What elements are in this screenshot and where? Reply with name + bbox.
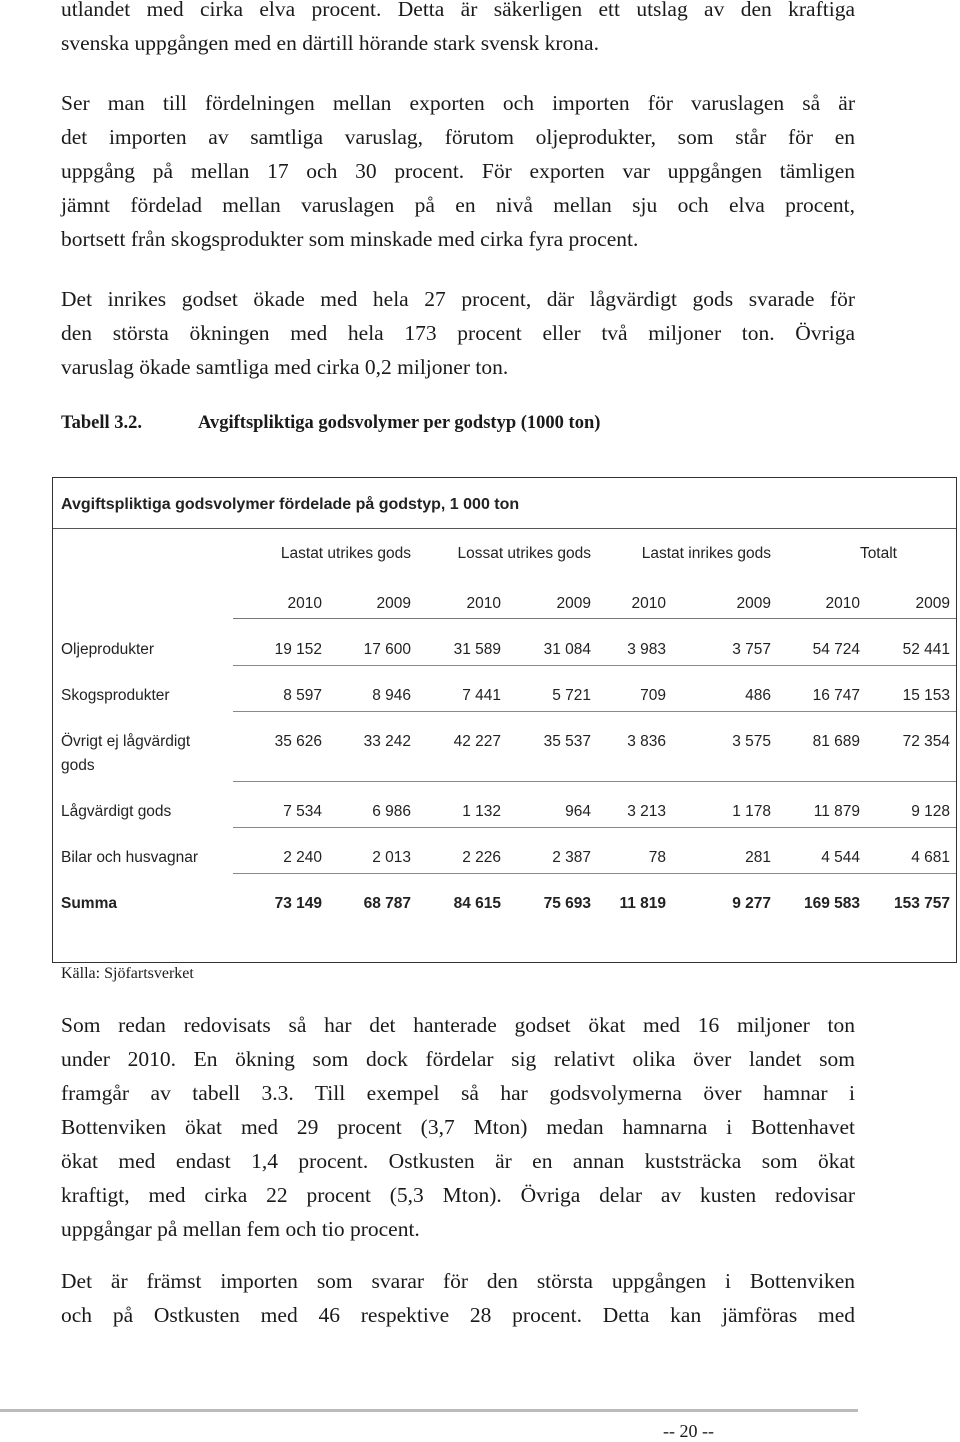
cell: 73 149 xyxy=(274,895,322,912)
cell: 84 615 xyxy=(453,895,501,912)
cell: 169 583 xyxy=(803,895,860,912)
cell: 5 721 xyxy=(552,687,591,704)
cell: 281 xyxy=(745,849,771,866)
cell: 1 178 xyxy=(732,803,771,820)
cell: 75 693 xyxy=(543,895,591,912)
cell: 153 757 xyxy=(893,895,950,912)
row-divider xyxy=(233,827,956,828)
table-caption xyxy=(61,410,600,436)
row-label: Summa xyxy=(61,895,117,912)
text-line: kraftigt, med cirka 22 procent (5,3 Mton). Övriga delar av kusten redovisar xyxy=(61,1183,855,1207)
cell: 8 946 xyxy=(372,687,411,704)
group-header: Lastat inrikes gods xyxy=(641,545,771,562)
cell: 11 879 xyxy=(813,803,860,820)
cell: 964 xyxy=(565,803,591,820)
row-divider xyxy=(233,665,956,666)
text-line: Som redan redovisats så har det hanterade godset ökat med 16 miljoner ton xyxy=(61,1013,855,1037)
year-header: 2009 xyxy=(915,595,950,612)
cell: 72 354 xyxy=(902,733,950,750)
text-line: Ser man till fördelningen mellan exporten och importen för varuslagen så är xyxy=(61,91,855,115)
cell: 31 589 xyxy=(453,641,501,658)
cell: 31 084 xyxy=(543,641,591,658)
paragraph-1 xyxy=(61,0,855,60)
text-line: varuslag ökade samtliga med cirka 0,2 miljoner ton. xyxy=(61,355,509,379)
group-header: Lastat utrikes gods xyxy=(280,545,411,562)
year-header: 2010 xyxy=(466,595,501,612)
cell: 11 819 xyxy=(619,895,666,912)
cell: 7 441 xyxy=(462,687,501,704)
row-divider xyxy=(233,781,956,782)
year-header: 2009 xyxy=(376,595,411,612)
cell: 68 787 xyxy=(363,895,411,912)
cell: 3 213 xyxy=(627,803,666,820)
text-line: den största ökningen med hela 173 procent eller två miljoner ton. Övriga xyxy=(61,321,855,345)
cell: 35 626 xyxy=(274,733,322,750)
data-table xyxy=(52,477,957,963)
text-line: utlandet med cirka elva procent. Detta är säkerligen ett utslag av den kraftiga xyxy=(61,0,855,21)
row-label: Lågvärdigt gods xyxy=(61,803,172,820)
cell: 3 575 xyxy=(732,733,771,750)
cell: 81 689 xyxy=(812,733,860,750)
text-line: under 2010. En ökning som dock fördelar sig relativt olika över landet som xyxy=(61,1047,855,1071)
cell: 9 128 xyxy=(911,803,950,820)
cell: 42 227 xyxy=(453,733,501,750)
year-header: 2009 xyxy=(556,595,591,612)
cell: 2 240 xyxy=(283,849,322,866)
cell: 3 836 xyxy=(627,733,666,750)
cell: 3 757 xyxy=(732,641,771,658)
row-label: Oljeprodukter xyxy=(61,641,155,658)
row-label: Övrigt ej lågvärdigt gods xyxy=(61,733,191,774)
cell: 486 xyxy=(745,687,771,704)
cell: 9 277 xyxy=(732,895,771,912)
group-header: Lossat utrikes gods xyxy=(457,545,591,562)
text-line: jämnt fördelad mellan varuslagen på en nivå mellan sju och elva procent, xyxy=(61,193,855,217)
text-line: Det inrikes godset ökade med hela 27 procent, där lågvärdigt gods svarade för xyxy=(61,287,855,311)
cell: 78 xyxy=(648,849,666,866)
text-line: bortsett från skogsprodukter som minskade med cirka fyra procent. xyxy=(61,227,639,251)
year-header-divider xyxy=(233,618,956,619)
cell: 2 226 xyxy=(462,849,501,866)
text-line: uppgångar på mellan fem och tio procent. xyxy=(61,1217,420,1241)
text-line: Bottenviken ökat med 29 procent (3,7 Mton) medan hamnarna i Bottenhavet xyxy=(61,1115,855,1139)
cell: 1 132 xyxy=(462,803,501,820)
group-header: Totalt xyxy=(859,545,897,562)
row-divider xyxy=(233,873,956,874)
page-number: -- 20 -- xyxy=(663,1421,714,1441)
table-caption-text: Avgiftspliktiga godsvolymer per godstyp (1000 ton) xyxy=(198,413,601,433)
row-label: Skogsprodukter xyxy=(61,687,170,704)
cell: 35 537 xyxy=(543,733,591,750)
cell: 54 724 xyxy=(812,641,860,658)
cell: 8 597 xyxy=(283,687,322,704)
table-title: Avgiftspliktiga godsvolymer fördelade på godstyp, 1 000 ton xyxy=(61,496,520,513)
cell: 2 013 xyxy=(372,849,411,866)
text-line: och på Ostkusten med 46 respektive 28 procent. Detta kan jämföras med xyxy=(61,1303,855,1327)
text-line: svenska uppgången med en därtill hörande stark svensk krona. xyxy=(61,31,599,55)
cell: 4 544 xyxy=(821,849,860,866)
row-label: Bilar och husvagnar xyxy=(61,849,198,866)
text-line: ökat med endast 1,4 procent. Ostkusten är en annan kuststräcka som ökat xyxy=(61,1149,855,1173)
cell: 7 534 xyxy=(283,803,322,820)
paragraph-4 xyxy=(61,1008,855,1246)
cell: 2 387 xyxy=(552,849,591,866)
cell: 52 441 xyxy=(902,641,950,658)
text-line: uppgång på mellan 17 och 30 procent. För exporten var uppgången tämligen xyxy=(61,159,855,183)
table-header-divider xyxy=(53,528,956,529)
cell: 16 747 xyxy=(812,687,860,704)
paragraph-2 xyxy=(61,86,855,256)
cell: 17 600 xyxy=(363,641,411,658)
table-caption-number: Tabell 3.2. xyxy=(61,413,143,433)
year-header: 2010 xyxy=(631,595,666,612)
text-line: framgår av tabell 3.3. Till exempel så har godsvolymerna över hamnar i xyxy=(61,1081,855,1105)
cell: 3 983 xyxy=(627,641,666,658)
cell: 33 242 xyxy=(363,733,411,750)
text-line: Det är främst importen som svarar för den största uppgången i Bottenviken xyxy=(61,1269,855,1293)
row-divider xyxy=(233,711,956,712)
year-header: 2010 xyxy=(287,595,322,612)
cell: 6 986 xyxy=(372,803,411,820)
cell: 4 681 xyxy=(911,849,950,866)
cell: 709 xyxy=(640,687,666,704)
paragraph-3 xyxy=(61,282,855,384)
source-note: Källa: Sjöfartsverket xyxy=(61,965,194,982)
footer-divider xyxy=(0,1409,858,1412)
year-header: 2010 xyxy=(825,595,860,612)
paragraph-5 xyxy=(61,1264,855,1332)
cell: 19 152 xyxy=(274,641,322,658)
cell: 15 153 xyxy=(902,687,950,704)
text-line: det importen av samtliga varuslag, förutom oljeprodukter, som står för en xyxy=(61,125,855,149)
year-header: 2009 xyxy=(736,595,771,612)
